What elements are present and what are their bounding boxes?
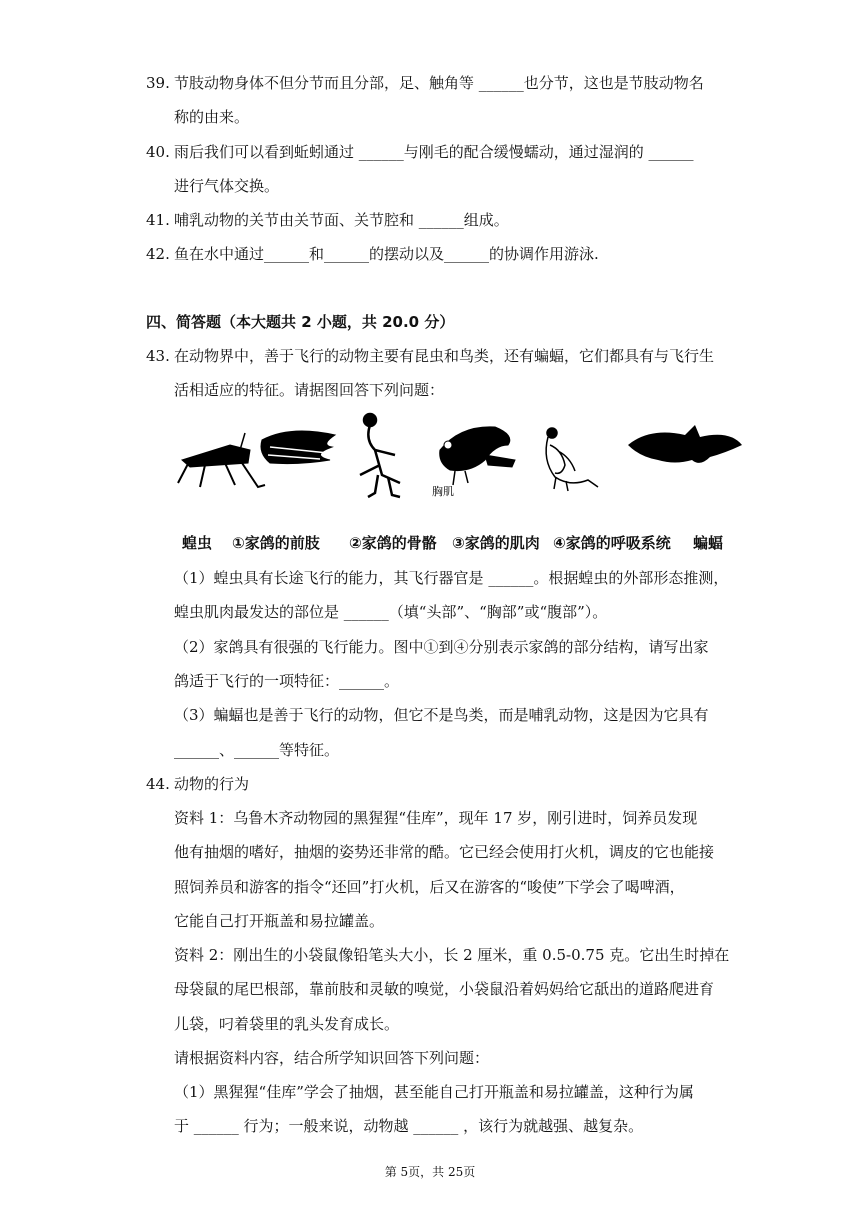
- line-text: 在动物界中，善于飞行的动物主要有昆虫和鸟类，还有蝙蝠，它们都具有与飞行生: [174, 347, 715, 365]
- text-line: [174, 670, 399, 692]
- text-line: [174, 601, 607, 623]
- question-number: 42.: [146, 245, 170, 263]
- line-text: 于 ______ 行为；一般来说，动物越 ______ ，该行为就越强、越复杂。: [174, 1117, 644, 1135]
- pigeon-respiratory-icon: [546, 428, 598, 491]
- text-line: [146, 345, 714, 367]
- line-text: （1）蝗虫具有长途飞行的能力，其飞行器官是 ______。根据蝗虫的外部形态推测，: [174, 569, 729, 587]
- line-text: 请根据资料内容，结合所学知识回答下列问题：: [174, 1049, 490, 1067]
- text-line: [146, 209, 509, 231]
- line-text: 雨后我们可以看到蚯蚓通过 ______与刚毛的配合缓慢蠕动，通过湿润的 ______: [174, 143, 694, 161]
- text-line: [174, 704, 709, 726]
- line-text: 称的由来。: [174, 108, 250, 126]
- line-text: 动物的行为: [174, 775, 250, 793]
- text-line: [174, 636, 709, 658]
- pigeon-skeleton-icon: [360, 414, 400, 497]
- line-text: 他有抽烟的嗜好，抽烟的姿势还非常的酷。它已经会使用打火机，调皮的它也能接: [174, 843, 715, 861]
- section-heading: [146, 311, 454, 333]
- figure-caption: 蝗虫: [182, 534, 213, 552]
- text-line: [174, 379, 444, 401]
- question-number: 41.: [146, 211, 170, 229]
- bat-icon: [628, 425, 742, 463]
- question-number: 43.: [146, 347, 170, 365]
- text-line: [174, 841, 714, 863]
- text-line: [174, 807, 697, 829]
- text-line: [146, 141, 694, 163]
- line-text: 儿袋，叼着袋里的乳头发育成长。: [174, 1015, 400, 1033]
- line-text: 资料 1：乌鲁木齐动物园的黑猩猩“佳库”，现年 17 岁，刚引进时，饲养员发现: [174, 809, 698, 827]
- text-line: [174, 1115, 643, 1137]
- line-text: 四、简答题（本大题共 2 小题，共 20.0 分）: [146, 313, 455, 331]
- line-text: 母袋鼠的尾巴根部，靠前肢和灵敏的嗅觉，小袋鼠沿着妈妈给它舐出的道路爬进育: [174, 980, 715, 998]
- line-text: 鱼在水中通过______和______的摆动以及______的协调作用游泳.: [174, 245, 599, 263]
- line-text: ______、______等特征。: [174, 741, 340, 759]
- text-line: [174, 910, 384, 932]
- line-text: 它能自己打开瓶盖和易拉罐盖。: [174, 912, 385, 930]
- line-text: （2）家鸽具有很强的飞行能力。图中①到④分别表示家鸽的部分结构，请写出家: [174, 638, 709, 656]
- line-text: （1）黑猩猩“佳库”学会了抽烟，甚至能自己打开瓶盖和易拉罐盖，这种行为属: [174, 1083, 694, 1101]
- text-line: [174, 739, 339, 761]
- muscle-label: 胸肌: [432, 485, 454, 498]
- line-text: 资料 2：刚出生的小袋鼠像铅笔头大小，长 2 厘米，重 0.5-0.75 克。它出生时掉在: [174, 946, 730, 964]
- line-text: （3）蝙蝠也是善于飞行的动物，但它不是鸟类，而是哺乳动物，这是因为它具有: [174, 706, 709, 724]
- line-text: 照饲养员和游客的指令“还回”打火机，后又在游客的“唆使”下学会了喝啤酒，: [174, 878, 685, 896]
- line-text: 鸽适于飞行的一项特征：______。: [174, 672, 400, 690]
- page-footer: 第 5页，共 25页: [384, 1165, 476, 1179]
- line-text: 活相适应的特征。请据图回答下列问题：: [174, 381, 445, 399]
- text-line: [174, 944, 729, 966]
- text-line: [146, 72, 704, 94]
- text-line: [174, 1047, 489, 1069]
- text-line: [174, 1081, 694, 1103]
- figure-caption: ②家鸽的骨骼: [349, 534, 437, 552]
- figure-caption: ③家鸽的肌肉: [452, 534, 540, 552]
- question-number: 44.: [146, 775, 170, 793]
- line-text: 哺乳动物的关节由关节面、关节腔和 ______组成。: [174, 211, 509, 229]
- text-line: [174, 1013, 399, 1035]
- text-line: [146, 773, 249, 795]
- figure-caption: ①家鸽的前肢: [232, 534, 320, 552]
- line-text: 进行气体交换。: [174, 177, 280, 195]
- line-text: 蝗虫肌肉最发达的部位是 ______（填“头部”、“胸部”或“腹部”）。: [174, 603, 608, 621]
- locust-icon: [178, 433, 265, 487]
- text-line: [174, 106, 249, 128]
- text-line: [174, 567, 728, 589]
- question-number: 39.: [146, 74, 170, 92]
- text-line: [174, 978, 714, 1000]
- text-line: [174, 876, 685, 898]
- line-text: 节肢动物身体不但分节而且分部，足、触角等 ______也分节，这也是节肢动物名: [174, 74, 704, 92]
- figure-caption: 蝙蝠: [693, 534, 724, 552]
- figure-caption: ④家鸽的呼吸系统: [553, 534, 671, 552]
- pigeon-muscle-icon: [432, 427, 515, 498]
- text-line: [146, 243, 599, 265]
- text-line: [174, 175, 279, 197]
- figure-flying-animals: [170, 405, 750, 515]
- wing-icon: [261, 431, 335, 464]
- question-number: 40.: [146, 143, 170, 161]
